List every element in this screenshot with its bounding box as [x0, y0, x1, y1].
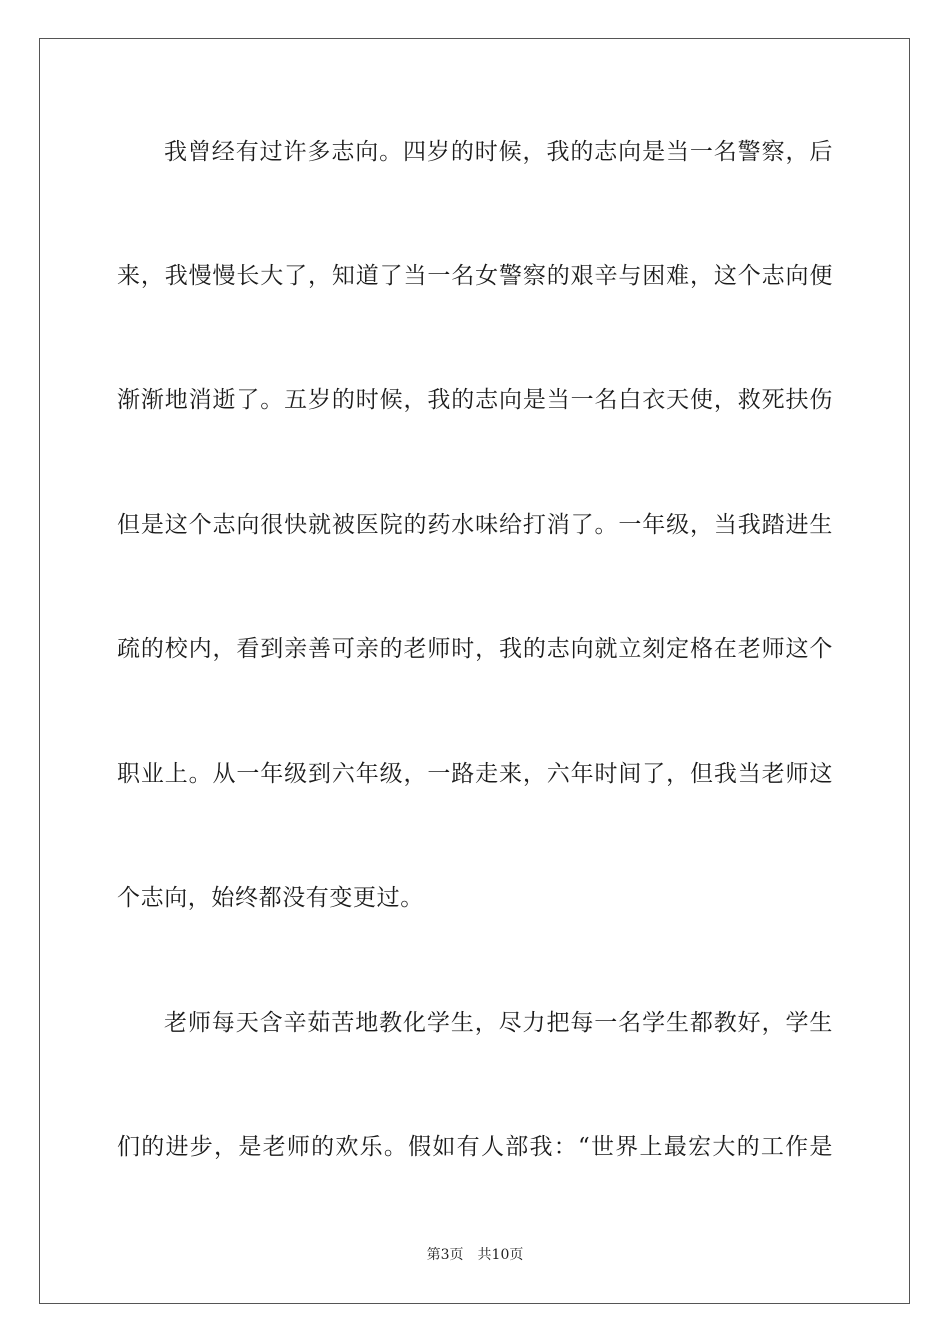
paragraph-1-line-1: 我曾经有过许多志向。四岁的时候，我的志向是当一名警察，后 — [164, 139, 833, 165]
total-pages: 共10页 — [477, 1247, 524, 1263]
paragraph-1-line-3: 渐渐地消逝了。五岁的时候，我的志向是当一名白衣天使，救死扶伤 — [117, 387, 833, 413]
paragraph-1-line-2: 来，我慢慢长大了，知道了当一名女警察的艰辛与困难，这个志向便 — [117, 263, 833, 289]
page-number: 第3页 — [426, 1247, 464, 1263]
page-border — [39, 38, 910, 1304]
paragraph-1-line-6: 职业上。从一年级到六年级，一路走来，六年时间了，但我当老师这 — [117, 761, 833, 787]
paragraph-2-line-2: 们的进步，是老师的欢乐。假如有人部我：“世界上最宏大的工作是 — [117, 1134, 833, 1160]
paragraph-1-line-4: 但是这个志向很快就被医院的药水味给打消了。一年级，当我踏进生 — [117, 512, 833, 538]
paragraph-1-line-7: 个志向，始终都没有变更过。 — [117, 885, 424, 911]
paragraph-1-line-5: 疏的校内，看到亲善可亲的老师时，我的志向就立刻定格在老师这个 — [117, 636, 833, 662]
paragraph-2-line-1: 老师每天含辛茹苦地教化学生，尽力把每一名学生都教好，学生 — [164, 1010, 833, 1036]
page-footer — [0, 1245, 950, 1265]
